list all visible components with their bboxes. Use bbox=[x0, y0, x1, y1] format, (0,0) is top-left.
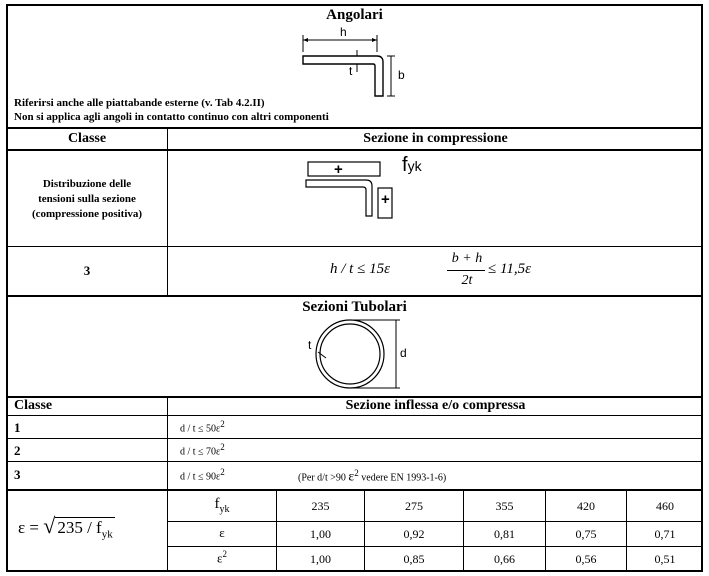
tube-col-section: Sezione inflessa e/o compressa bbox=[345, 398, 526, 413]
angle-formula-1: h / t ≤ 15ε bbox=[330, 261, 390, 277]
angle-formula-2-num: b + h bbox=[451, 251, 483, 266]
eps2-value: 1,00 bbox=[310, 551, 331, 566]
plus-top: + bbox=[334, 161, 343, 178]
fyk-value: 355 bbox=[495, 498, 514, 513]
tubular-section-figure bbox=[300, 314, 410, 394]
angle-section-figure bbox=[295, 24, 415, 100]
stress-distribution-figure bbox=[300, 156, 400, 222]
angle-formula-2-rhs: ≤ 11,5ε bbox=[488, 261, 532, 277]
eps-row-label-fyk: $f_{yk}$ bbox=[214, 496, 230, 515]
tube-row-2-formula: $d / t \le 70\varepsilon^2$ bbox=[180, 442, 225, 458]
eps-value: 0,71 bbox=[654, 526, 676, 541]
angle-col-class: Classe bbox=[67, 131, 107, 146]
eps2-value: 0,56 bbox=[575, 551, 597, 566]
eps-value: 0,92 bbox=[403, 526, 425, 541]
fyk-value: 460 bbox=[656, 498, 674, 513]
angle-row-class-3: 3 bbox=[83, 263, 91, 278]
eps2-value: 0,85 bbox=[403, 551, 425, 566]
plus-side: + bbox=[381, 191, 390, 208]
angle-col-section: Sezione in compressione bbox=[363, 131, 508, 146]
eps2-value: 0,51 bbox=[654, 551, 676, 566]
fyk-value: 420 bbox=[577, 498, 595, 513]
epsilon-formula: ε = √ $235 / f_{yk}$ bbox=[18, 513, 113, 541]
tube-dim-t: t bbox=[308, 338, 312, 352]
tube-dim-d: d bbox=[400, 346, 407, 360]
eps-value: 1,00 bbox=[310, 526, 331, 541]
angle-dim-b: b bbox=[398, 68, 405, 82]
tube-row-1-class: 1 bbox=[14, 420, 21, 435]
fyk-label: fyk bbox=[402, 154, 422, 176]
eps-row-label-eps: ε bbox=[219, 525, 225, 540]
angles-note-1: Riferirsi anche alle piattabande esterne (v. Tab 4.2.II) bbox=[14, 97, 265, 109]
eps-value: 0,75 bbox=[575, 526, 597, 541]
angle-dim-h: h bbox=[340, 25, 347, 39]
tube-row-2-class: 2 bbox=[14, 443, 21, 458]
tube-row-1-formula: $d / t \le 50\varepsilon^2$ bbox=[180, 419, 225, 435]
angle-dim-t: t bbox=[349, 64, 353, 78]
angles-title: Angolari bbox=[326, 7, 383, 23]
tube-row-3-class: 3 bbox=[14, 467, 21, 482]
eps-row-label-eps2: $\varepsilon^2$ bbox=[217, 549, 227, 566]
angles-note-2: Non si applica agli angoli in contatto continuo con altri componenti bbox=[14, 111, 329, 123]
angle-formula-2-den: 2t bbox=[461, 273, 473, 288]
fyk-value: 275 bbox=[405, 498, 423, 513]
angle-row-distribution-label: Distribuzione delle tensioni sulla sezione (compressione positiva) bbox=[31, 178, 143, 220]
eps-value: 0,81 bbox=[494, 526, 515, 541]
fyk-value: 235 bbox=[311, 498, 330, 513]
eps2-value: 0,66 bbox=[494, 551, 515, 566]
tube-row-3-note: (Per d/t >90 $\varepsilon^2$ vedere EN 1993-1-6) bbox=[298, 468, 447, 485]
tubular-title: Sezioni Tubolari bbox=[302, 299, 407, 315]
tube-col-class: Classe bbox=[14, 398, 53, 413]
tube-row-3-formula: $d / t \le 90\varepsilon^2$ bbox=[180, 467, 225, 483]
